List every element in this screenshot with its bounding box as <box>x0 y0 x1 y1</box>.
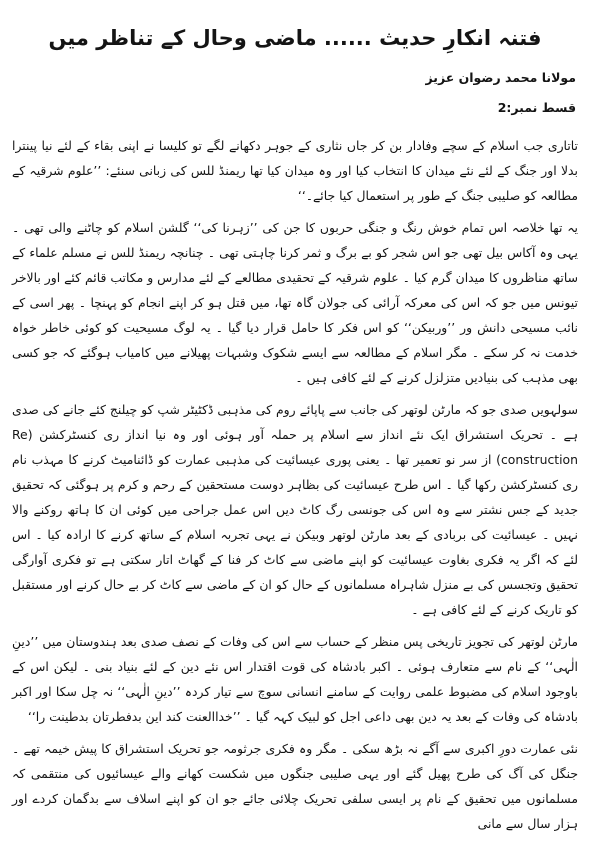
paragraph: تاتاری جب اسلام کے سچے وفادار بن کر جاں نثاری کے جوہر دکھانے لگے تو کلیسا نے اپنی بقاء کے لئے نیا پینترا بدلا اور جنگ کے لئے نئے میدان کا انتخاب کیا اور وہ میدان کیا تھا ریمنڈ للس کی زبانی سنئے: ’’علوم شرقیہ کے مطالعہ کو صلیبی جنگ کے طور پر استعمال کیا جائے۔‘‘ <box>12 138 578 203</box>
episode-number: قسط نمبر:2 <box>497 100 576 115</box>
author-name: مولانا محمد رضوان عزیز <box>425 70 576 85</box>
paragraph: یہ تھا خلاصہ اس تمام خوش رنگ و جنگی حربوں کا جن کی ’’زہرنا کی‘‘ گلشن اسلام کو چاٹنے والی تھی ۔ یہی وہ آکاس بیل تھی جو اس شجر کو بے برگ و ثمر کرنا چاہتی تھی ۔ چنانچہ ریمنڈ للس نے مسلم علماء کے ساتھ مناظروں کا میدان گرم کیا ۔ علوم شرقیہ کے تحقیدی مطالعے کے لئے مدارس و مکاتب قائم کئے اور بالاخر تیونس میں جو کہ اس کی معرکہ آرائی کی جولان گاہ تھا، میں قتل ہو کر اپنے انجام کو پہنچا ۔ پھر اسی کے نائب مسیحی دانش ور ’’وربیکن‘‘ کو اس فکر کا حامل قرار دیا گیا ۔ یہ لوگ مسیحیت کو کوئی خاطر خواہ خدمت نہ کر سکے ۔ مگر اسلام کے مطالعہ سے ایسے شکوک وشبہات پھیلانے میں کامیاب ہوگئے کہ جو کسی بھی مذہب کی بنیادیں متزلزل کرنے کے لئے کافی ہیں ۔ <box>12 220 578 385</box>
paragraph: سولہویں صدی جو کہ مارٹن لوتھر کی جانب سے پاپائے روم کی مذہبی ڈکٹیٹر شپ کو چیلنج کئے جانے کی صدی ہے ۔ تحریک استشراق ایک نئے انداز سے اسلام پر حملہ آور ہوئی اور وہ نیا انداز ری کنسٹرکشن (Re construction) از سر نو تعمیر تھا ۔ یعنی پوری عیسائیت کی مذہبی عمارت کو ڈائنامیٹ کرنے کا مہذب نام ری کنسٹرکشن رکھا گیا ۔ اس طرح عیسائیت کی بظاہر دوست مستحقین کے رحم و کرم پر ہوگئی کہ تحقیق جدید کے جس نشتر سے وہ اس کی جونسی رگ کاٹ دیں اس عمل جراحی میں کوئی ان کا ہاتھ روکنے والا نہیں ۔ عیسائیت کی بربادی کے بعد مارٹن لوتھر وبیکن نے یہی تجربہ اسلام کے ساتھ کرنے کا ارادہ کیا ۔ اس لئے کہ اگر یہ فکری بغاوت عیسائیت کو اپنے ماضی سے کاٹ کر فنا کے گھاٹ اتار سکتی ہے تو فکری آوارگی تحقیق وتجسس کی بے منزل شاہراہ مسلمانوں کے حال کو ان کے ماضی سے کاٹ کر بے حال کرنے اور مستقبل کو تاریک کرنے کے لئے کافی ہے ۔ <box>12 402 578 617</box>
article-title: فتنہ انکارِ حدیث ...... ماضی وحال کے تناظر میں <box>48 26 542 50</box>
article-body <box>12 133 578 843</box>
paragraph: مارٹن لوتھر کی تجویز تاریخی پس منظر کے حساب سے اس کی وفات کے نصف صدی بعد ہندوستان میں ’’دینِ الٰہی‘‘ کے نام سے متعارف ہوئی ۔ اکبر بادشاہ کی قوت اقتدار اس نئے دین کے لئے بنیاد بنی ۔ لیکن اس کے باوجود اسلام کی مضبوط علمی روایت کے سامنے انسانی سوچ سے تیار کردہ ’’دینِ الٰہی‘‘ نہ چل سکا اور اکبر بادشاہ کی وفات کے بعد یہ دین بھی داعی اجل کو لبیک کہہ گیا ۔ ’’خداالعنت کند این بدفطرتان بدطینت را‘‘ <box>12 634 578 724</box>
paragraph: نئی عمارت دورِ اکبری سے آگے نہ بڑھ سکی ۔ مگر وہ فکری جرثومہ جو تحریک استشراق کا پیش خیمہ تھے ۔ جنگل کی آگ کی طرح پھیل گئے اور یہی صلیبی جنگوں میں شکست کھانے والے عیسائیوں کی منتقمی کہ مسلمانوں میں تحقیق کے نام پر ایسی سلفی تحریک چلائی جائے جو ان کو اپنے اسلاف سے بدگمان کردے اور ہزار سال سے مانی <box>12 741 578 831</box>
